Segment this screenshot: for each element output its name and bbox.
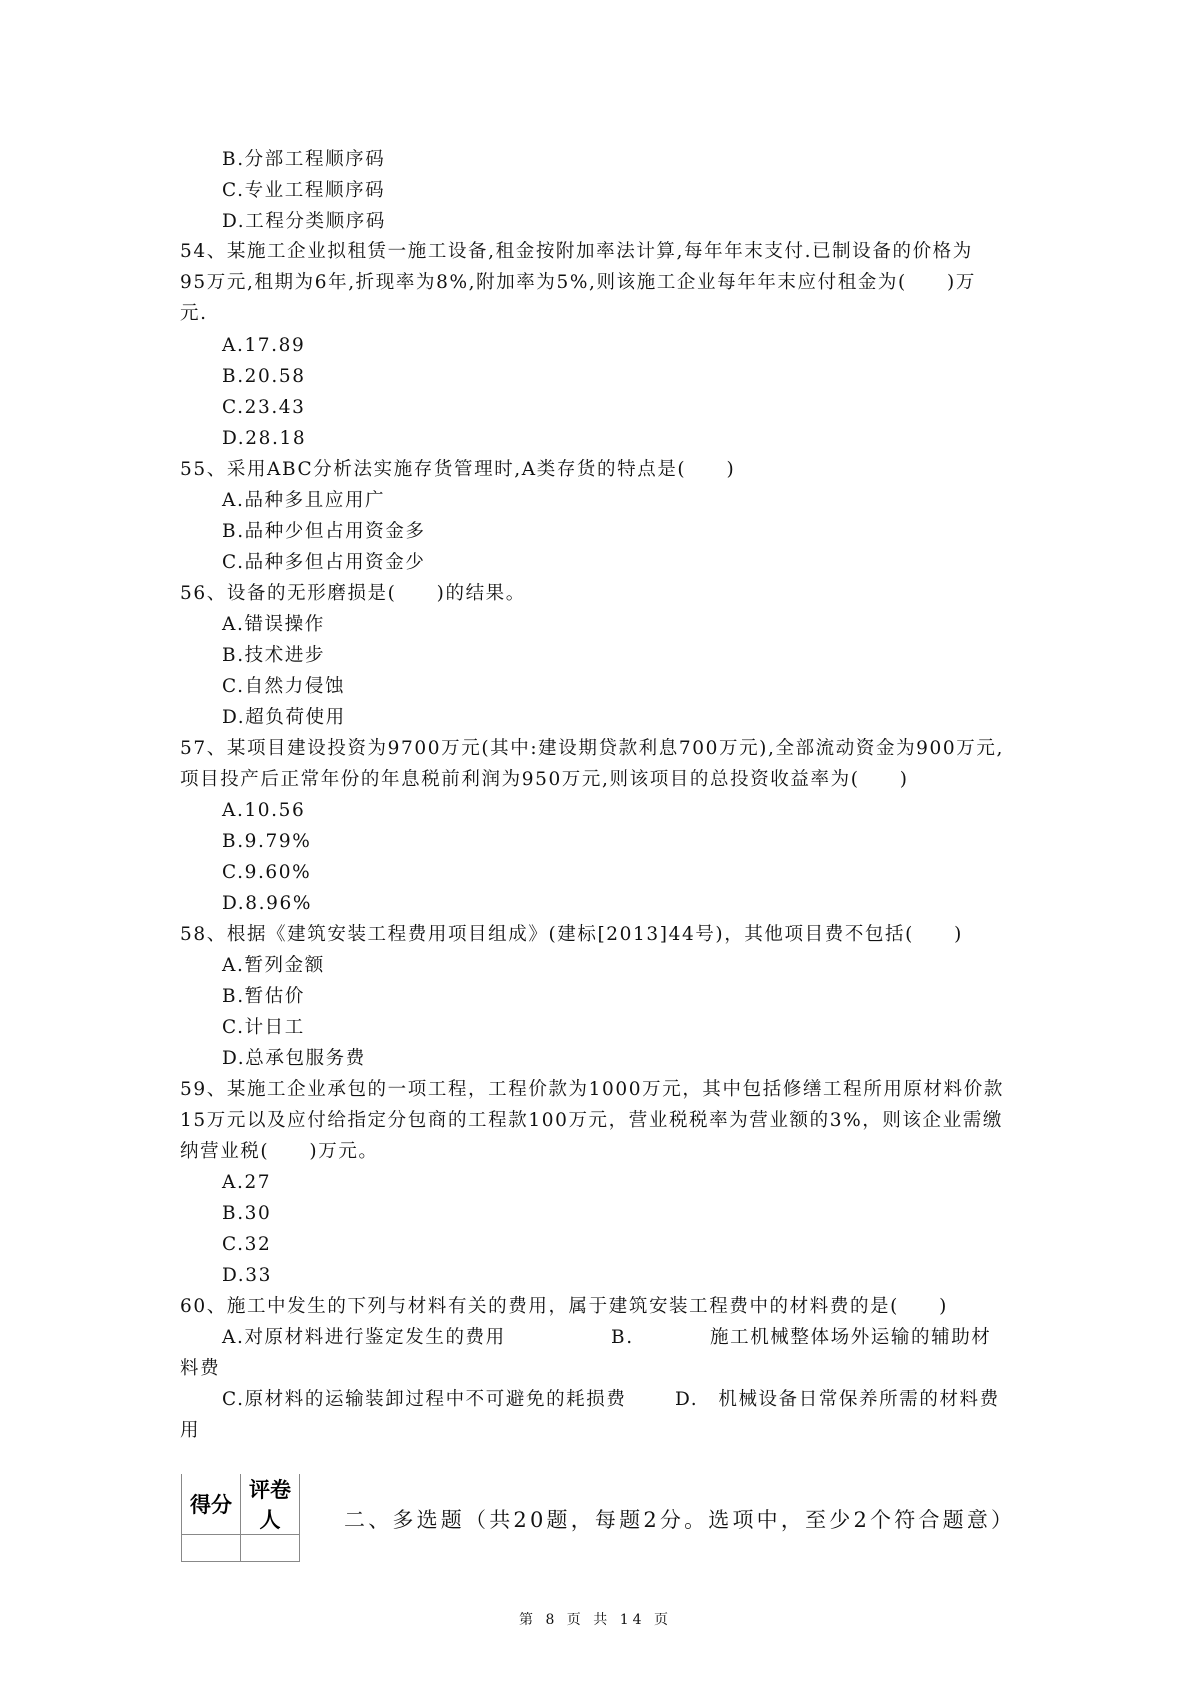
option-53-b: B.分部工程顺序码 <box>222 149 386 170</box>
option-56-a: A.错误操作 <box>222 614 325 635</box>
question-56: 56、设备的无形磨损是( )的结果。 <box>180 583 526 604</box>
option-56-d: D.超负荷使用 <box>222 707 346 728</box>
question-54-line-1: 54、某施工企业拟租赁一施工设备,租金按附加率法计算,每年年末支付.已制设备的价格为 <box>180 241 973 262</box>
option-55-c: C.品种多但占用资金少 <box>222 552 426 573</box>
option-57-a: A.10.56 <box>222 800 306 821</box>
section-title: 二、多选题（共20题，每题2分。选项中，至少2个符合题意） <box>344 1508 1016 1532</box>
option-58-b: B.暂估价 <box>222 986 305 1007</box>
score-table <box>181 1474 300 1562</box>
option-59-c: C.32 <box>222 1234 272 1255</box>
option-54-d: D.28.18 <box>222 428 307 449</box>
question-60: 60、施工中发生的下列与材料有关的费用，属于建筑安装工程费中的材料费的是( ) <box>180 1296 948 1317</box>
option-57-c: C.9.60% <box>222 862 312 883</box>
option-55-a: A.品种多且应用广 <box>222 490 386 511</box>
score-cell <box>182 1535 241 1562</box>
page-footer: 第 8 页 共 14 页 <box>519 1612 672 1628</box>
option-60-b-wrap: 料费 <box>180 1358 221 1379</box>
question-58: 58、根据《建筑安装工程费用项目组成》(建标[2013]44号)，其他项目费不包括( ) <box>180 924 963 945</box>
question-57-line-1: 57、某项目建设投资为9700万元(其中:建设期贷款利息700万元),全部流动资金为900万元, <box>180 738 1004 759</box>
question-59-line-1: 59、某施工企业承包的一项工程，工程价款为1000万元，其中包括修缮工程所用原材料价款 <box>180 1079 1004 1100</box>
score-header: 得分 <box>182 1474 241 1535</box>
question-59-line-2: 15万元以及应付给指定分包商的工程款100万元，营业税税率为营业额的3%，则该企业需缴 <box>180 1110 1004 1131</box>
option-59-a: A.27 <box>222 1172 272 1193</box>
question-59-line-3: 纳营业税( )万元。 <box>180 1141 379 1162</box>
option-58-d: D.总承包服务费 <box>222 1048 366 1069</box>
option-60-d-wrap: 用 <box>180 1420 201 1441</box>
option-60-c: C.原材料的运输装卸过程中不可避免的耗损费 <box>222 1389 627 1410</box>
option-54-c: C.23.43 <box>222 397 306 418</box>
grader-cell <box>241 1535 300 1562</box>
option-54-b: B.20.58 <box>222 366 306 387</box>
question-54-line-3: 元. <box>180 303 208 324</box>
option-53-d: D.工程分类顺序码 <box>222 211 386 232</box>
option-60-b-text: 施工机械整体场外运输的辅助材 <box>710 1327 992 1348</box>
option-58-a: A.暂列金额 <box>222 955 325 976</box>
option-57-d: D.8.96% <box>222 893 313 914</box>
option-57-b: B.9.79% <box>222 831 312 852</box>
option-59-b: B.30 <box>222 1203 272 1224</box>
question-54-line-2: 95万元,租期为6年,折现率为8%,附加率为5%,则该施工企业每年年末应付租金为( )万 <box>180 272 976 293</box>
option-56-b: B.技术进步 <box>222 645 326 666</box>
question-55: 55、采用ABC分析法实施存货管理时,A类存货的特点是( ) <box>180 459 736 480</box>
grader-header: 评卷人 <box>241 1474 300 1535</box>
option-58-c: C.计日工 <box>222 1017 305 1038</box>
option-56-c: C.自然力侵蚀 <box>222 676 346 697</box>
option-60-a: A.对原材料进行鉴定发生的费用 <box>222 1327 506 1348</box>
option-53-c: C.专业工程顺序码 <box>222 180 386 201</box>
question-57-line-2: 项目投产后正常年份的年息税前利润为950万元,则该项目的总投资收益率为( ) <box>180 769 909 790</box>
option-60-d: D. 机械设备日常保养所需的材料费 <box>675 1389 1000 1410</box>
option-60-b-letter: B. <box>611 1327 634 1348</box>
option-55-b: B.品种少但占用资金多 <box>222 521 426 542</box>
option-59-d: D.33 <box>222 1265 272 1286</box>
option-54-a: A.17.89 <box>222 335 306 356</box>
